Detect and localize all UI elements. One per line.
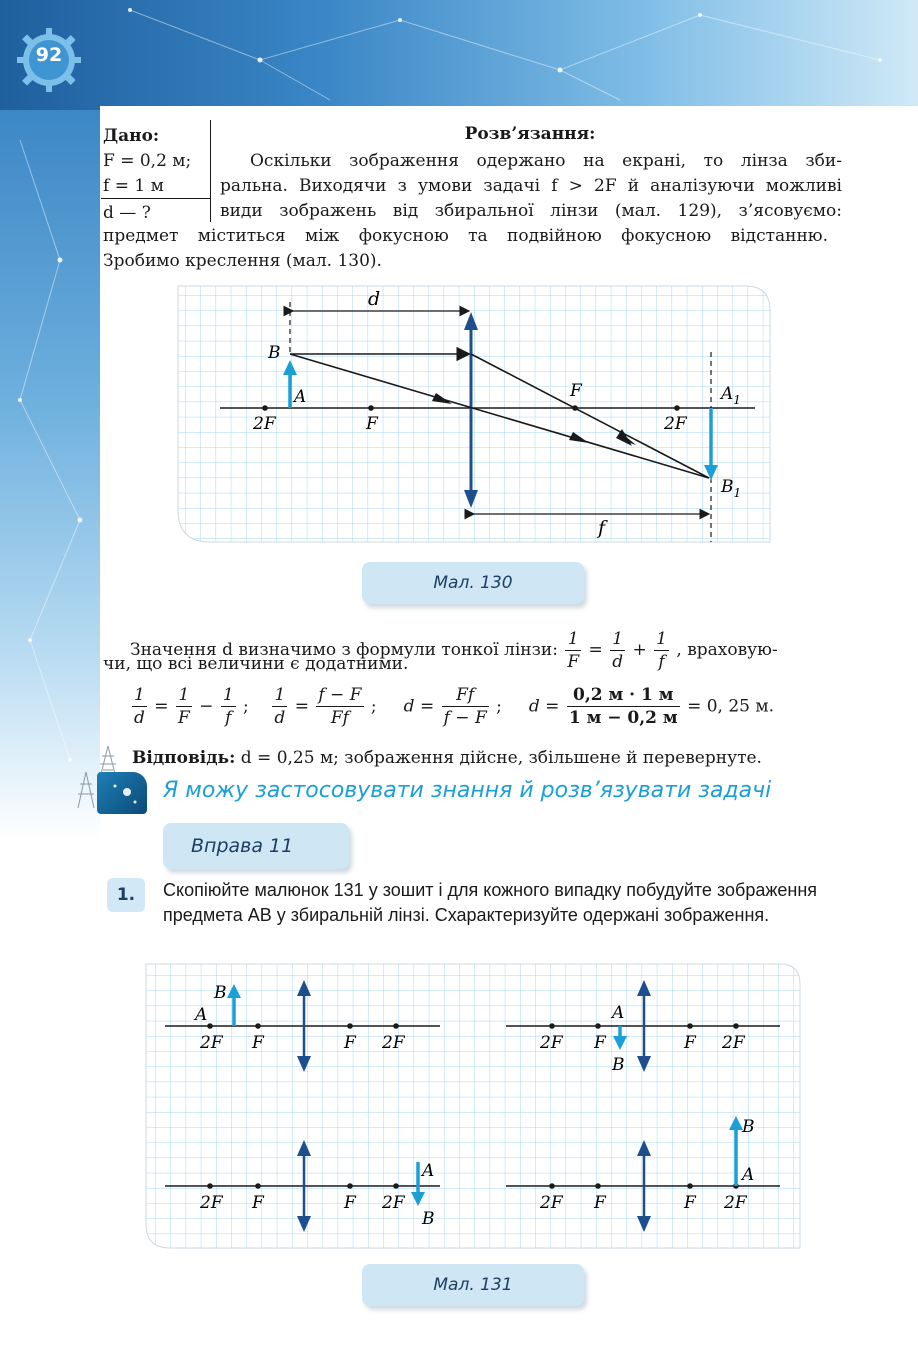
given-block xyxy=(103,124,213,226)
section-heading: Я можу застосовувати знання й розв’язувати задачі xyxy=(163,778,772,803)
given-F: F = 0,2 м; xyxy=(103,151,192,171)
frac-1-over-f: $\frac{1}{f}$ xyxy=(656,629,667,672)
label-B1: $B_1$ xyxy=(721,477,742,500)
svg-text:2F: 2F xyxy=(200,1033,223,1053)
solution-line-5: Зробимо креслення (мал. 130). xyxy=(103,251,382,271)
given-title: Дано: xyxy=(103,126,160,146)
label-A1: $A_1$ xyxy=(721,384,741,407)
svg-text:A: A xyxy=(422,1161,435,1181)
svg-text:B: B xyxy=(612,1055,625,1075)
svg-text:2F: 2F xyxy=(724,1193,747,1213)
svg-text:F: F xyxy=(594,1033,606,1053)
solution-line-1: Оскільки зображення одержано на екрані, то лінза зби- xyxy=(250,151,842,171)
figure-131-caption: Мал. 131 xyxy=(362,1264,584,1306)
formula-derivation: $\frac{1}{d}$ = $\frac{1}{F}$ − $\frac{1}{f}$ ; $\frac{1}{d}$ = $\frac{f - F}{Ff}$ ; d = $\frac{Ff}{f - F}$ ; d = $\frac{0,2 м \cdot 1 м}{1 м - 0,2 м}$ = 0, 25 м. xyxy=(134,685,775,728)
formula-intro-line-2: чи, що всі величини є додатними. xyxy=(103,654,409,674)
svg-text:A: A xyxy=(742,1165,755,1185)
svg-text:B: B xyxy=(214,983,227,1003)
given-unknown: d — ? xyxy=(103,203,151,223)
svg-text:F: F xyxy=(344,1033,356,1053)
svg-text:A: A xyxy=(612,1003,625,1023)
given-vertical-divider xyxy=(210,120,211,222)
section-pylon-icon xyxy=(72,770,100,810)
answer: Відповідь: d = 0,25 м; зображення дійсне, збільшене й перевернуте. xyxy=(132,748,762,768)
svg-text:2F: 2F xyxy=(382,1033,405,1053)
svg-text:2F: 2F xyxy=(540,1193,563,1213)
label-F-left: F xyxy=(366,414,378,434)
svg-text:F: F xyxy=(594,1193,606,1213)
solution-title: Розв’язання: xyxy=(464,124,596,144)
svg-text:2F: 2F xyxy=(722,1033,745,1053)
label-2F-left: 2F xyxy=(253,414,276,434)
svg-text:B: B xyxy=(742,1117,755,1137)
exercise-tab: Вправа 11 xyxy=(163,823,349,869)
formula-intro: Значення d визначимо з формули тонкої лінзи: $\frac{1}{F}$ = $\frac{1}{d}$ + $\frac{1}{f}$ , враховую- xyxy=(130,629,778,672)
label-2F-right: 2F xyxy=(664,414,687,434)
svg-text:2F: 2F xyxy=(540,1033,563,1053)
task-number-badge: 1. xyxy=(107,878,145,912)
frac-1-over-d: $\frac{1}{d}$ xyxy=(612,629,624,672)
solution-line-4: предмет міститься між фокусною та подвійною фокусною відстанню. xyxy=(103,226,828,246)
label-F-right: F xyxy=(570,381,582,401)
svg-text:B: B xyxy=(422,1209,435,1229)
figure-130 xyxy=(170,280,780,552)
svg-text:F: F xyxy=(684,1193,696,1213)
label-A: A xyxy=(294,387,307,407)
svg-text:F: F xyxy=(344,1193,356,1213)
svg-text:2F: 2F xyxy=(200,1193,223,1213)
svg-text:F: F xyxy=(684,1033,696,1053)
given-f: f = 1 м xyxy=(103,176,164,196)
page-number: 92 xyxy=(35,44,63,66)
figure-131 xyxy=(140,960,806,1254)
label-f: f xyxy=(598,517,606,539)
figure-130-caption: Мал. 130 xyxy=(362,562,584,604)
svg-text:F: F xyxy=(252,1193,264,1213)
point-2F-left xyxy=(262,405,268,411)
solution-line-2: ральна. Виходячи з умови задачі f > 2F й аналізуючи можливі xyxy=(220,176,842,196)
frac-1-over-F: $\frac{1}{F}$ xyxy=(567,629,580,672)
given-divider-line xyxy=(101,198,210,199)
point-F-left xyxy=(368,405,374,411)
label-B: B xyxy=(268,343,281,363)
label-d: d xyxy=(368,288,381,310)
point-F-right xyxy=(572,405,578,411)
point-2F-right xyxy=(674,405,680,411)
svg-text:A: A xyxy=(195,1005,208,1025)
solution-line-3: види зображень від збиральної лінзи (мал. 129), з’ясовуємо: xyxy=(220,201,842,221)
task-text: Скопіюйте малюнок 131 у зошит і для кожного випадку побудуйте зображення предмета AB у збиральній лінзі. Схарактеризуйте одержані зображення. xyxy=(163,880,818,925)
svg-text:F: F xyxy=(252,1033,264,1053)
section-icon xyxy=(97,772,147,814)
svg-text:2F: 2F xyxy=(382,1193,405,1213)
